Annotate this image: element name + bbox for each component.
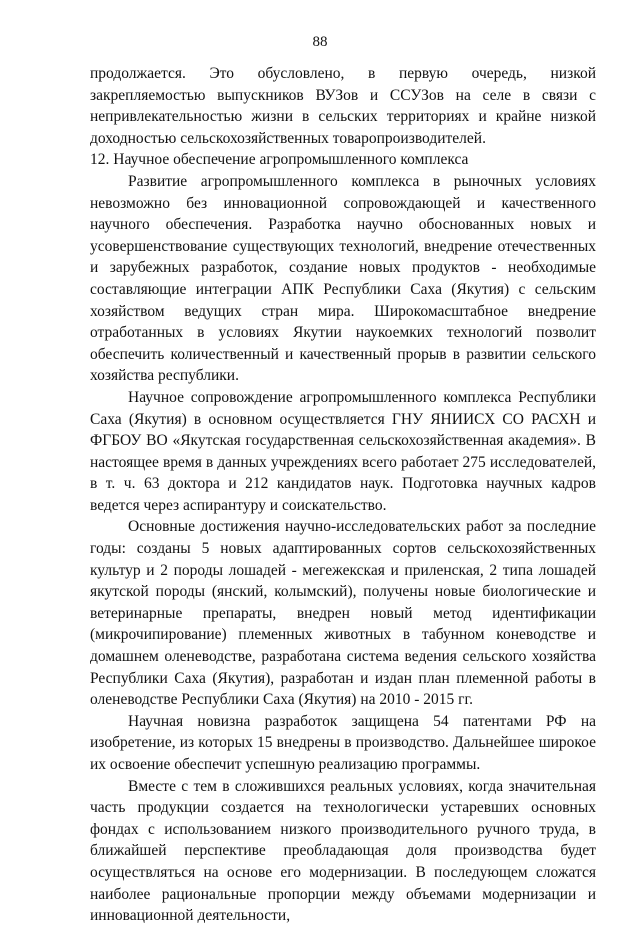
- paragraph-achievements: Основные достижения научно-исследовательских работ за последние годы: созданы 5 новых адаптированных сортов сельскохозяйственных культур и 2 породы лошадей - мегежекская и приленская, 2 типа лошадей якутской породы (янский, колымский), получены новые биологические и ветеринарные препараты, внедрен новый метод идентификации (микрочипирование) племенных животных в табунном коневодстве и домашнем оленеводстве, разработана система ведения сельского хозяйства Республики Саха (Якутия), разработан и издан план племенной работы в оленеводстве Республики Саха (Якутия) на 2010 - 2015 гг.: [90, 518, 596, 709]
- paragraph-scientific-support: Научное сопровождение агропромышленного комплекса Республики Саха (Якутия) в основном осуществляется ГНУ ЯНИИСХ СО РАСХН и ФГБОУ ВО «Якутская государственная сельскохозяйственная академия». В настоящее время в данных учреждениях всего работает 275 исследователей, в т. ч. 63 доктора и 212 кандидатов наук. Подготовка научных кадров ведется через аспирантуру и соискательство.: [90, 388, 596, 514]
- paragraph-development: Развитие агропромышленного комплекса в рыночных условиях невозможно без инновационной сопровождающей и качественного научного обеспечения. Разработка научно обоснованных новых и усовершенствование существующих технологий, внедрение отечественных и зарубежных разработок, создание новых продуктов - необходимые составляющие интеграции АПК Республики Саха (Якутия) с сельским хозяйством ведущих стран мира. Широкомасштабное внедрение отработанных в условиях Якутии наукоемких технологий позволит обеспечить количественный и качественный прорыв в развитии сельского хозяйства республики.: [90, 172, 596, 385]
- paragraph-patents: Научная новизна разработок защищена 54 патентами РФ на изобретение, из которых 15 внедрены в производство. Дальнейшее широкое их освоение обеспечит успешную реализацию программы.: [90, 712, 596, 773]
- section-heading: 12. Научное обеспечение агропромышленного комплекса: [90, 151, 469, 169]
- paragraph-modernization: Вместе с тем в сложившихся реальных условиях, когда значительная часть продукции создается на технологически устаревших основных фондах с использованием низкого производительного ручного труда, в ближайшей перспективе преобладающая доля производства будет осуществляться на основе его модернизации. В последующем сложатся наиболее рациональные пропорции между объемами модернизации и инновационной деятельности,: [90, 777, 596, 925]
- document-body: [90, 63, 596, 927]
- page-number: 88: [312, 34, 328, 50]
- intro-paragraph: продолжается. Это обусловлено, в первую очередь, низкой закрепляемостью выпускников ВУЗов и ССУЗов на селе в связи с непривлекательностью жизни в сельских территориях и крайне низкой доходностью сельскохозяйственных товаропроизводителей.: [90, 65, 596, 147]
